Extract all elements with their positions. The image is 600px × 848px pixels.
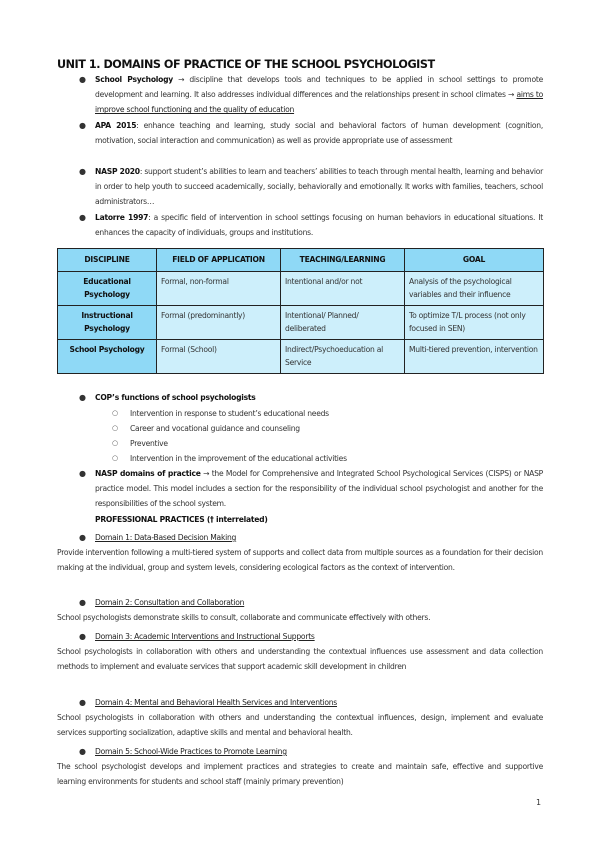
domain-4-text: School psychologists in collaboration with others and understanding the contextual influences, design, implement and evaluate services supporting socialization, adaptive skills and mental and behavioral health. [57,713,543,738]
table-cell: Educational Psychology [58,272,157,306]
table-row [58,272,544,306]
domain-1-title: ● Domain 1: Data-Based Decision Making [95,530,543,545]
table-header-row [58,249,544,272]
bullet-icon: ● [79,121,86,130]
table-cell: School Psychology [58,340,157,374]
bullet-icon: ● [79,167,86,176]
sub-list-item: ○ Career and vocational guidance and counseling [130,421,300,436]
sub-list-item: ○ Intervention in the improvement of the educational activities [130,451,347,466]
domain-1-text: Provide intervention following a multi-tiered system of supports and collect data from multiple sources as a foundation for their decision making at the individual, group and system levels, considering ecological factors as the context of intervention. [57,548,543,573]
table-row [58,306,544,340]
table-cell: Intentional and/or not [281,272,405,306]
table-cell: Analysis of the psychological variables and their influence [405,272,544,306]
table-cell: To optimize T/L process (not only focused in SEN) [405,306,544,340]
sub-list-item: ○ Intervention in response to student’s educational needs [130,406,329,421]
professional-practices-heading: PROFESSIONAL PRACTICES († interrelated) [95,515,268,524]
bullet-icon: ● [79,598,86,607]
table-cell: Instructional Psychology [58,306,157,340]
domain-5-title: ● Domain 5: School-Wide Practices to Promote Learning [95,744,543,759]
bullet-icon: ● [79,533,86,542]
domain-5-text: The school psychologist develops and implement practices and strategies to create and maintain safe, effective and supportive learning environments for students and school staff (mainly primary prevention) [57,762,543,787]
circle-bullet-icon: ○ [112,409,118,417]
bullet-icon: ● [79,469,86,478]
domain-3-title: ● Domain 3: Academic Interventions and Instructional Supports [95,629,543,644]
page-number: 1 [536,798,542,807]
bullet-icon: ● [79,213,86,222]
circle-bullet-icon: ○ [112,454,118,462]
table-cell: Formal (School) [157,340,281,374]
page-title: UNIT 1. DOMAINS OF PRACTICE OF THE SCHOOL PSYCHOLOGIST [57,58,435,71]
bullet-icon: ● [79,393,86,402]
bullet-icon: ● [79,632,86,641]
table-cell: Indirect/Psychoeducation al Service [281,340,405,374]
table-cell: Formal, non-formal [157,272,281,306]
bullet-apa-2015: ● APA 2015: enhance teaching and learning, study social and behavioral factors of human development (cognition, motivation, social interaction and communication) as well as provide appropriate use of assessment [95,118,543,148]
column-header: FIELD OF APPLICATION [157,249,281,272]
domain-2-title: ● Domain 2: Consultation and Collaboration [95,595,543,610]
circle-bullet-icon: ○ [112,424,118,432]
bullet-icon: ● [79,698,86,707]
domain-4-title: ● Domain 4: Mental and Behavioral Health Services and Interventions [95,695,543,710]
domain-3-text: School psychologists in collaboration with others and understanding the contextual influences use assessment and data collection methods to implement and evaluate services that support academic skill development in children [57,647,543,672]
bullet-latorre-1997: ● Latorre 1997: a specific field of intervention in school settings focusing on human behaviors in educational situations. It enhances the capacity of individuals, groups and institutions. [95,210,543,240]
column-header: GOAL [405,249,544,272]
bullet-nasp-2020: ● NASP 2020: support student’s abilities to learn and teachers’ abilities to teach through mental health, learning and behavior in order to help youth to succeed academically, socially, behaviorally and emotionally. It works with families, teachers, school administrators… [95,164,543,210]
bullet-nasp-domains: ● NASP domains of practice → the Model for Comprehensive and Integrated School Psychological Services (CISPS) or NASP practice model. This model includes a section for the responsibility of the individual school psychologist and another for the responsibilities of the school system. [95,466,543,512]
table-cell: Intentional/ Planned/ deliberated [281,306,405,340]
domain-2-text: School psychologists demonstrate skills to consult, collaborate and communicate effectively with others. [57,613,431,622]
table-cell: Formal (predominantly) [157,306,281,340]
table-row [58,340,544,374]
bullet-icon: ● [79,747,86,756]
table-cell: Multi-tiered prevention, intervention [405,340,544,374]
bullet-cop-functions: ● COP’s functions of school psychologists [95,390,543,405]
bullet-icon: ● [79,75,86,84]
disciplines-table [57,248,544,374]
sub-list-item: ○ Preventive [130,436,168,451]
column-header: DISCIPLINE [58,249,157,272]
circle-bullet-icon: ○ [112,439,118,447]
column-header: TEACHING/LEARNING [281,249,405,272]
bullet-school-psychology: ● School Psychology → discipline that develops tools and techniques to be applied in school settings to promote development and learning. It also addresses individual differences and the relationships present in school climates → aims to improve school functioning and the quality of education [95,72,543,118]
